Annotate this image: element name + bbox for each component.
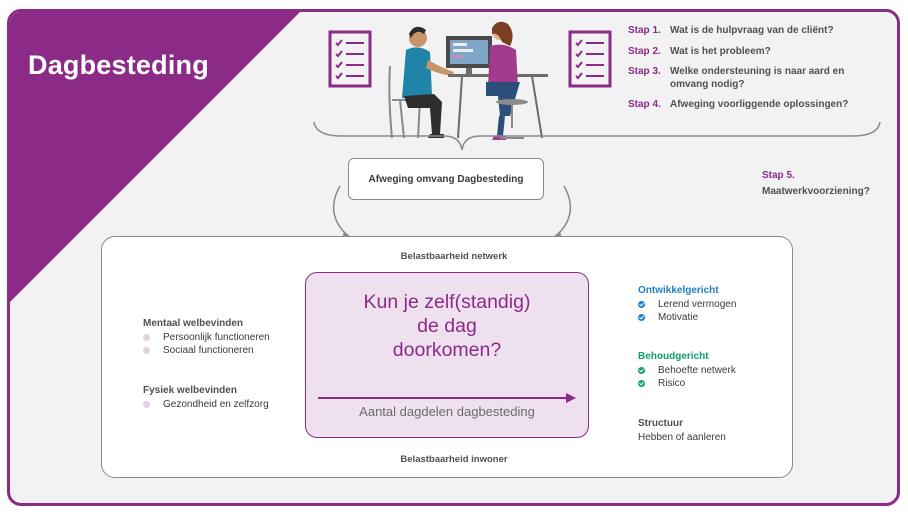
list-item: Behoefte netwerk: [638, 364, 736, 377]
bullet-icon: [143, 401, 150, 408]
mentaal-group: Mentaal welbevinden Persoonlijk functioneren Sociaal functioneren: [143, 318, 270, 356]
decision-box: Afweging omvang Dagbesteding: [348, 158, 544, 200]
check-bullet-icon: [638, 380, 645, 387]
axis-label: Aantal dagdelen dagbesteding: [359, 404, 535, 419]
curved-arrow-icon: [316, 178, 576, 244]
list-item: Sociaal functioneren: [143, 344, 270, 357]
bullet-icon: [143, 334, 150, 341]
step-item: Stap 3. Welke ondersteuning is naar aard en omvang nodig?: [628, 66, 845, 90]
list-item: Persoonlijk functioneren: [143, 331, 270, 344]
check-bullet-icon: [638, 314, 645, 321]
fysiek-group: Fysiek welbevinden Gezondheid en zelfzorg: [143, 385, 269, 410]
list-item: Risico: [638, 377, 736, 390]
steps-list: [628, 25, 878, 120]
check-bullet-icon: [638, 367, 645, 374]
check-bullet-icon: [638, 301, 645, 308]
behoud-group: Behoudgericht Behoefte netwerk Risico: [638, 351, 736, 389]
list-item: Motivatie: [638, 311, 736, 324]
bullet-icon: [143, 347, 150, 354]
inwoner-label: Belastbaarheid inwoner: [400, 454, 508, 465]
step-item: Stap 4. Afweging voorliggende oplossingen?: [628, 99, 849, 110]
step-item: Stap 1. Wat is de hulpvraag van de cliënt?: [628, 25, 834, 36]
checklist-icon: [568, 30, 612, 88]
ontwikkel-group: Ontwikkelgericht Lerend vermogen Motivatie: [638, 285, 737, 323]
structuur-group: Structuur Hebben of aanleren: [638, 418, 726, 443]
step-item: Stap 2. Wat is het probleem?: [628, 45, 771, 57]
page-title: Dagbesteding: [28, 50, 209, 80]
axis-arrow: [318, 392, 576, 404]
step-5: Stap 5. Maatwerkvoorziening?: [762, 170, 870, 197]
central-question: Kun je zelf(standig) de dag doorkomen?: [363, 291, 531, 361]
checklist-icon: [328, 30, 372, 88]
list-item: Lerend vermogen: [638, 298, 736, 311]
network-label: Belastbaarheid netwerk: [400, 251, 508, 262]
list-item: Gezondheid en zelfzorg: [143, 398, 269, 411]
